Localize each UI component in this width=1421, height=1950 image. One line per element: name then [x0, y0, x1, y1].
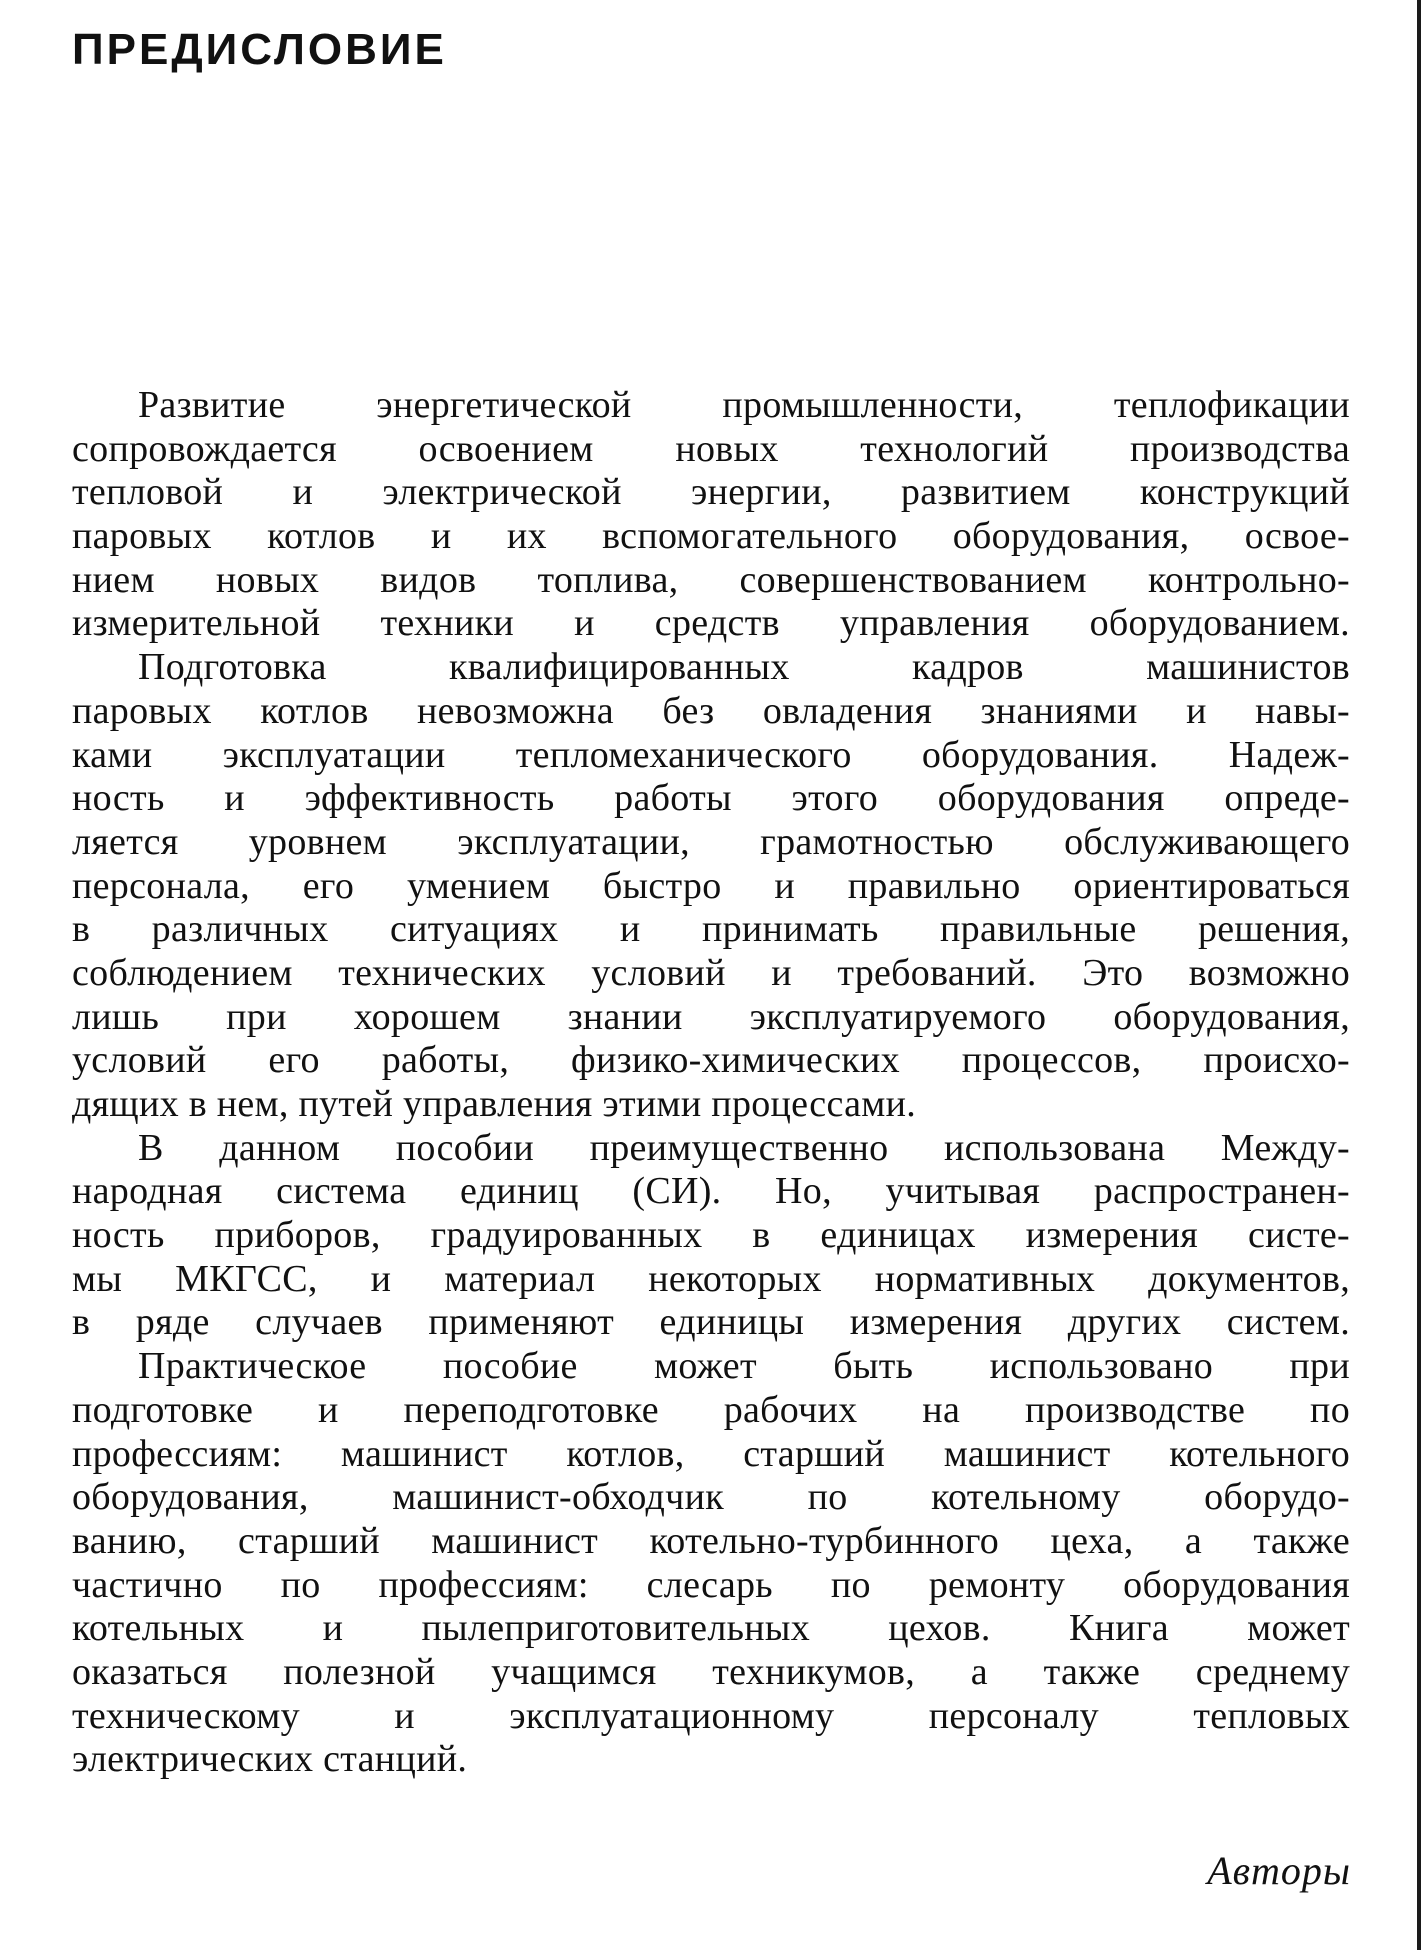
- text-line: в ряде случаев применяют единицы измерения других систем.: [72, 1301, 1350, 1344]
- text-line: соблюдением технических условий и требований. Это возможно: [72, 951, 1350, 994]
- text-line: ками эксплуатации тепломеханического оборудования. Надеж-: [72, 733, 1350, 776]
- text-line: В данном пособии преимущественно использована Между-: [138, 1126, 1350, 1169]
- text-line: паровых котлов и их вспомогательного оборудования, освое-: [72, 515, 1350, 558]
- text-line: ность приборов, градуированных в единицах измерения систе-: [72, 1214, 1350, 1257]
- text-line: ляется уровнем эксплуатации, грамотностью обслуживающего: [72, 820, 1350, 863]
- text-line: Подготовка квалифицированных кадров машинистов: [138, 646, 1350, 689]
- page-title: ПРЕДИСЛОВИЕ: [72, 25, 447, 74]
- text-line: лишь при хорошем знании эксплуатируемого оборудования,: [72, 995, 1350, 1038]
- text-line: оказаться полезной учащимся техникумов, а также среднему: [72, 1650, 1350, 1693]
- text-line: Практическое пособие может быть использовано при: [138, 1345, 1350, 1388]
- text-line: электрических станций.: [72, 1738, 468, 1781]
- text-line: нием новых видов топлива, совершенствованием контрольно-: [72, 558, 1350, 601]
- text-line: ванию, старший машинист котельно-турбинного цеха, а также: [72, 1519, 1350, 1562]
- text-line: тепловой и электрической энергии, развитием конструкций: [72, 471, 1350, 514]
- text-line: дящих в нем, путей управления этими процессами.: [72, 1083, 917, 1125]
- text-line: в различных ситуациях и принимать правильные решения,: [72, 908, 1350, 951]
- text-line: оборудования, машинист-обходчик по котельному оборудо-: [72, 1476, 1350, 1519]
- text-line: народная система единиц (СИ). Но, учитывая распространен-: [72, 1170, 1350, 1213]
- preface-body: [72, 384, 1350, 1782]
- text-line: профессиям: машинист котлов, старший машинист котельного: [72, 1432, 1350, 1475]
- author-signature: Авторы: [1207, 1848, 1351, 1893]
- text-line: котельных и пылеприготовительных цехов. Книга может: [72, 1607, 1350, 1650]
- text-line: частично по профессиям: слесарь по ремонту оборудования: [72, 1563, 1350, 1606]
- text-line: мы МКГСС, и материал некоторых нормативных документов,: [72, 1257, 1350, 1300]
- text-line: персонала, его умением быстро и правильно ориентироваться: [72, 864, 1350, 907]
- text-line: подготовке и переподготовке рабочих на производстве по: [72, 1388, 1350, 1431]
- text-line: измерительной техники и средств управления оборудованием.: [72, 602, 1350, 645]
- text-line: техническому и эксплуатационному персоналу тепловых: [72, 1694, 1350, 1737]
- text-line: условий его работы, физико-химических процессов, происхо-: [72, 1039, 1350, 1082]
- text-line: Развитие энергетической промышленности, теплофикации: [138, 384, 1350, 426]
- text-line: ность и эффективность работы этого оборудования опреде-: [72, 777, 1350, 820]
- text-line: паровых котлов невозможна без овладения знаниями и навы-: [72, 689, 1350, 732]
- page-edge-rule: [1417, 0, 1421, 1950]
- text-line: сопровождается освоением новых технологий производства: [72, 427, 1350, 470]
